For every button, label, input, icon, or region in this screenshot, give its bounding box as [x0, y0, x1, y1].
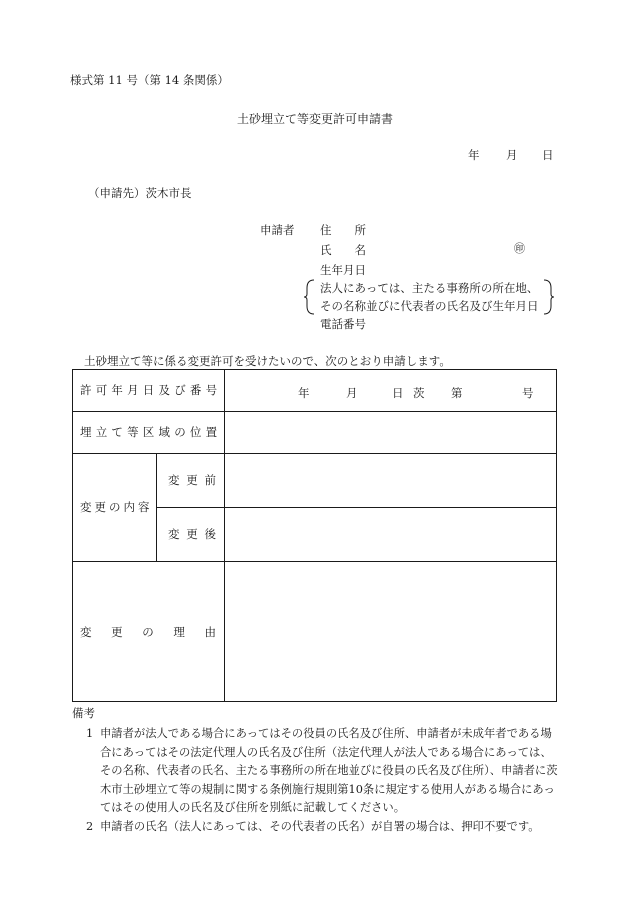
remark-text: 申請者の氏名（法人にあっては、その代表者の氏名）が自署の場合は、押印不要です。: [100, 819, 540, 833]
seal-mark: ㊞: [514, 242, 525, 255]
permit-day-label: 日: [392, 386, 404, 400]
document-title: 土砂埋立て等変更許可申請書: [236, 112, 393, 126]
intro-statement: 土砂埋立て等に係る変更許可を受けたいので、次のとおり申請します。: [84, 354, 451, 368]
before-change-field[interactable]: [225, 453, 557, 507]
permit-go-label: 号: [522, 386, 534, 400]
permit-month-label: 月: [346, 386, 358, 400]
form-number: 様式第 11 号（第 14 条関係）: [70, 73, 229, 87]
name-field-label: 氏 名: [320, 243, 366, 257]
permit-city-label: 茨: [413, 386, 425, 400]
remark-item: [72, 725, 562, 818]
location-field[interactable]: [225, 411, 557, 453]
remarks-list: [72, 725, 562, 837]
phone-field-label: 電話番号: [320, 317, 366, 331]
corp-note-line-1: 法人にあっては、主たる事務所の所在地、: [320, 281, 539, 295]
after-change-field[interactable]: [225, 507, 557, 561]
remark-item: [72, 818, 562, 837]
birthdate-field-label: 生年月日: [320, 263, 366, 277]
date-month-label: 月: [506, 148, 518, 162]
corp-note-line-2: その名称並びに代表者の氏名及び生年月日: [320, 299, 539, 313]
remarks-heading: 備考: [72, 706, 95, 720]
remark-text: 申請者が法人である場合にあってはその役員の氏名及び住所、申請者が未成年者である場合にあってはその法定代理人の氏名及び住所（法定代理人が法人である場合にあっては、その名称、代表者の氏名、主たる事務所の所在地並びに役員の氏名及び住所）、申請者に茨木市土砂埋立て等の規制に関する条例施行規則第10条に規定する使用人がある場合にあってはその使用人の氏名及び住所を別紙に記載してください。: [100, 727, 558, 815]
permit-dai-label: 第: [451, 386, 463, 400]
before-change-label: 変 更 前: [168, 473, 216, 487]
change-reason-field[interactable]: [225, 561, 557, 702]
permit-date-number-field[interactable]: [225, 369, 557, 411]
location-label: 埋立て等区域の位置: [80, 425, 222, 439]
remark-number: 1: [86, 727, 94, 740]
change-content-label: 変更の内容: [80, 500, 153, 514]
applicant-label: 申請者: [260, 223, 295, 237]
application-table: [72, 369, 557, 702]
permit-date-number-label: 許可年月日及び番号: [80, 383, 222, 397]
address-field-label: 住 所: [320, 223, 366, 237]
permit-year-label: 年: [298, 386, 310, 400]
after-change-label: 変 更 後: [168, 527, 216, 541]
change-reason-label: 変 更 の 理 由: [80, 624, 216, 639]
remark-number: 2: [86, 819, 94, 833]
recipient: （申請先）茨木市長: [88, 186, 192, 200]
date-day-label: 日: [542, 148, 554, 162]
date-year-label: 年: [468, 148, 480, 162]
